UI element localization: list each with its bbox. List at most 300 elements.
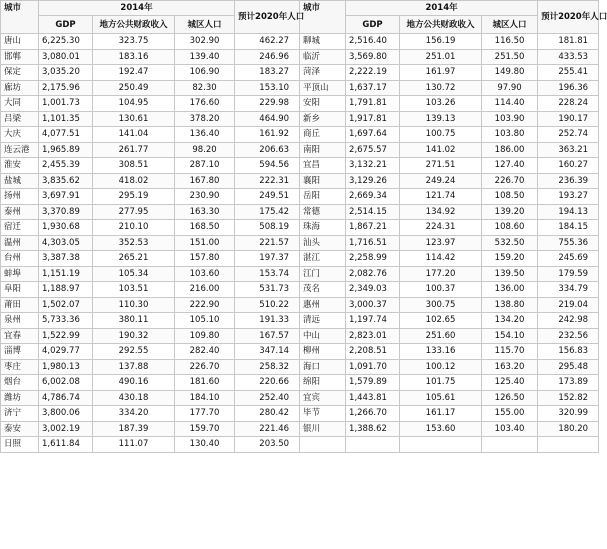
forecast-pop-cell — [538, 437, 599, 453]
urban-pop-cell: 167.80 — [175, 173, 235, 189]
table-row — [1, 266, 599, 282]
forecast-pop-cell: 153.74 — [235, 266, 300, 282]
urban-pop-cell: 139.50 — [482, 266, 538, 282]
gdp-cell: 2,208.51 — [346, 344, 400, 360]
urban-pop-cell: 378.20 — [175, 111, 235, 127]
gdp-cell: 3,569.80 — [346, 49, 400, 65]
city-cell — [300, 437, 346, 453]
city-cell: 襄阳 — [300, 173, 346, 189]
city-cell: 绵阳 — [300, 375, 346, 391]
forecast-pop-cell: 232.56 — [538, 328, 599, 344]
city-cell: 淮安 — [1, 158, 39, 174]
urban-pop-cell — [482, 437, 538, 453]
revenue-cell: 153.60 — [400, 421, 482, 437]
urban-pop-cell: 532.50 — [482, 235, 538, 251]
gdp-cell: 1,443.81 — [346, 390, 400, 406]
revenue-cell: 121.74 — [400, 189, 482, 205]
city-cell: 南阳 — [300, 142, 346, 158]
urban-pop-cell: 159.70 — [175, 421, 235, 437]
gdp-cell: 1,151.19 — [39, 266, 93, 282]
revenue-cell: 249.24 — [400, 173, 482, 189]
gdp-cell: 6,225.30 — [39, 34, 93, 50]
forecast-pop-cell: 236.39 — [538, 173, 599, 189]
forecast-pop-cell: 258.32 — [235, 359, 300, 375]
city-cell: 枣庄 — [1, 359, 39, 375]
revenue-cell: 130.72 — [400, 80, 482, 96]
forecast-pop-cell: 594.56 — [235, 158, 300, 174]
urban-pop-cell: 168.50 — [175, 220, 235, 236]
city-cell: 清远 — [300, 313, 346, 329]
table-row — [1, 49, 599, 65]
forecast-pop-cell: 160.27 — [538, 158, 599, 174]
gdp-cell: 1,867.21 — [346, 220, 400, 236]
urban-pop-cell: 282.40 — [175, 344, 235, 360]
city-cell: 宜昌 — [300, 158, 346, 174]
revenue-cell: 100.12 — [400, 359, 482, 375]
gdp-cell: 1,388.62 — [346, 421, 400, 437]
urban-pop-cell: 82.30 — [175, 80, 235, 96]
forecast-pop-cell: 173.89 — [538, 375, 599, 391]
revenue-cell: 123.97 — [400, 235, 482, 251]
revenue-cell: 141.04 — [93, 127, 175, 143]
urban-pop-cell: 108.50 — [482, 189, 538, 205]
gdp-column-header: GDP — [39, 16, 93, 34]
revenue-cell: 134.92 — [400, 204, 482, 220]
revenue-cell: 251.60 — [400, 328, 482, 344]
gdp-cell: 1,502.07 — [39, 297, 93, 313]
table-row — [1, 34, 599, 50]
gdp-cell: 3,035.20 — [39, 65, 93, 81]
gdp-cell: 1,716.51 — [346, 235, 400, 251]
urban-pop-cell: 184.10 — [175, 390, 235, 406]
urban-pop-cell: 103.80 — [482, 127, 538, 143]
revenue-cell: 141.02 — [400, 142, 482, 158]
city-cell: 潍坊 — [1, 390, 39, 406]
table-body — [1, 34, 599, 453]
revenue-cell: 110.30 — [93, 297, 175, 313]
gdp-cell: 1,697.64 — [346, 127, 400, 143]
revenue-cell: 265.21 — [93, 251, 175, 267]
gdp-cell: 3,000.37 — [346, 297, 400, 313]
revenue-cell: 430.18 — [93, 390, 175, 406]
forecast-pop-cell: 206.63 — [235, 142, 300, 158]
revenue-cell: 102.65 — [400, 313, 482, 329]
urban-pop-cell: 103.60 — [175, 266, 235, 282]
revenue-cell: 308.51 — [93, 158, 175, 174]
forecast-pop-cell: 175.42 — [235, 204, 300, 220]
city-cell: 聊城 — [300, 34, 346, 50]
gdp-cell: 1,188.97 — [39, 282, 93, 298]
forecast-pop-cell: 193.27 — [538, 189, 599, 205]
revenue-cell: 271.51 — [400, 158, 482, 174]
forecast-pop-cell: 161.92 — [235, 127, 300, 143]
forecast-pop-cell: 219.04 — [538, 297, 599, 313]
forecast-pop-cell: 228.24 — [538, 96, 599, 112]
forecast-pop-cell: 255.41 — [538, 65, 599, 81]
city-column-header: 城市 — [1, 1, 39, 34]
revenue-cell: 490.16 — [93, 375, 175, 391]
table-row — [1, 158, 599, 174]
urban-pop-cell: 116.50 — [482, 34, 538, 50]
forecast-pop-cell: 167.57 — [235, 328, 300, 344]
gdp-cell: 1,522.99 — [39, 328, 93, 344]
forecast-pop-cell: 510.22 — [235, 297, 300, 313]
urban-pop-cell: 163.20 — [482, 359, 538, 375]
gdp-cell: 1,001.73 — [39, 96, 93, 112]
city-cell: 扬州 — [1, 189, 39, 205]
forecast-pop-cell: 190.17 — [538, 111, 599, 127]
forecast-pop-cell: 280.42 — [235, 406, 300, 422]
gdp-cell: 4,077.51 — [39, 127, 93, 143]
table-row — [1, 96, 599, 112]
revenue-cell: 177.20 — [400, 266, 482, 282]
gdp-cell: 1,930.68 — [39, 220, 93, 236]
urban-pop-cell: 114.40 — [482, 96, 538, 112]
gdp-cell: 2,175.96 — [39, 80, 93, 96]
city-cell: 毕节 — [300, 406, 346, 422]
revenue-cell: 334.20 — [93, 406, 175, 422]
forecast-pop-cell: 229.98 — [235, 96, 300, 112]
city-cell: 邯郸 — [1, 49, 39, 65]
city-cell: 日照 — [1, 437, 39, 453]
table-row — [1, 204, 599, 220]
revenue-cell: 139.13 — [400, 111, 482, 127]
urban-pop-cell: 226.70 — [175, 359, 235, 375]
urban-pop-cell: 159.20 — [482, 251, 538, 267]
city-cell: 济宁 — [1, 406, 39, 422]
forecast-pop-cell: 221.57 — [235, 235, 300, 251]
city-cell: 烟台 — [1, 375, 39, 391]
urban-pop-cell: 139.20 — [482, 204, 538, 220]
forecast-pop-cell: 152.82 — [538, 390, 599, 406]
gdp-cell: 2,349.03 — [346, 282, 400, 298]
gdp-cell: 3,370.89 — [39, 204, 93, 220]
gdp-cell — [346, 437, 400, 453]
urban-pop-cell: 157.80 — [175, 251, 235, 267]
revenue-column-header: 地方公共财政收入 — [93, 16, 175, 34]
city-cell: 商丘 — [300, 127, 346, 143]
forecast-pop-cell: 755.36 — [538, 235, 599, 251]
forecast-pop-cell: 249.51 — [235, 189, 300, 205]
forecast-pop-cell: 433.53 — [538, 49, 599, 65]
urban-pop-cell: 302.90 — [175, 34, 235, 50]
forecast-pop-cell: 180.20 — [538, 421, 599, 437]
city-cell: 温州 — [1, 235, 39, 251]
gdp-cell: 3,697.91 — [39, 189, 93, 205]
gdp-column-header: GDP — [346, 16, 400, 34]
forecast-pop-cell: 184.15 — [538, 220, 599, 236]
table-row — [1, 142, 599, 158]
revenue-cell: 224.31 — [400, 220, 482, 236]
city-cell: 保定 — [1, 65, 39, 81]
year-group-header: 2014年 — [346, 1, 538, 16]
city-cell: 泉州 — [1, 313, 39, 329]
urban-pop-cell: 103.40 — [482, 421, 538, 437]
gdp-cell: 1,637.17 — [346, 80, 400, 96]
city-cell: 常德 — [300, 204, 346, 220]
revenue-cell: 130.61 — [93, 111, 175, 127]
urban-pop-cell: 127.40 — [482, 158, 538, 174]
urban-pop-cell: 106.90 — [175, 65, 235, 81]
city-cell: 新乡 — [300, 111, 346, 127]
gdp-cell: 3,129.26 — [346, 173, 400, 189]
city-cell: 宿迁 — [1, 220, 39, 236]
gdp-cell: 3,800.06 — [39, 406, 93, 422]
revenue-cell: 101.75 — [400, 375, 482, 391]
table-row — [1, 111, 599, 127]
table-row — [1, 390, 599, 406]
gdp-cell: 6,002.08 — [39, 375, 93, 391]
city-cell: 汕头 — [300, 235, 346, 251]
urban-pop-cell: 108.60 — [482, 220, 538, 236]
revenue-cell: 111.07 — [93, 437, 175, 453]
revenue-cell: 133.16 — [400, 344, 482, 360]
city-column-header: 城市 — [300, 1, 346, 34]
forecast-pop-cell: 156.83 — [538, 344, 599, 360]
forecast-pop-cell: 153.10 — [235, 80, 300, 96]
table-row — [1, 282, 599, 298]
urban-pop-cell: 154.10 — [482, 328, 538, 344]
revenue-column-header: 地方公共财政收入 — [400, 16, 482, 34]
revenue-cell: 261.77 — [93, 142, 175, 158]
city-cell: 大庆 — [1, 127, 39, 143]
urban-pop-cell: 103.90 — [482, 111, 538, 127]
gdp-cell: 5,733.36 — [39, 313, 93, 329]
forecast-pop-cell: 220.66 — [235, 375, 300, 391]
forecast-pop-cell: 194.13 — [538, 204, 599, 220]
city-cell: 珠海 — [300, 220, 346, 236]
table-row — [1, 375, 599, 391]
table-row — [1, 251, 599, 267]
city-cell: 大同 — [1, 96, 39, 112]
city-cell: 岳阳 — [300, 189, 346, 205]
revenue-cell: 300.75 — [400, 297, 482, 313]
city-cell: 柳州 — [300, 344, 346, 360]
revenue-cell: 161.17 — [400, 406, 482, 422]
revenue-cell: 103.51 — [93, 282, 175, 298]
city-cell: 宜春 — [1, 328, 39, 344]
table-row — [1, 173, 599, 189]
table-row — [1, 344, 599, 360]
city-cell: 泰州 — [1, 204, 39, 220]
urban-pop-cell: 226.70 — [482, 173, 538, 189]
forecast-pop-cell: 531.73 — [235, 282, 300, 298]
urban-pop-cell: 181.60 — [175, 375, 235, 391]
table-row — [1, 80, 599, 96]
revenue-cell: 105.61 — [400, 390, 482, 406]
city-cell: 湛江 — [300, 251, 346, 267]
urban-pop-cell: 97.90 — [482, 80, 538, 96]
city-cell: 台州 — [1, 251, 39, 267]
gdp-cell: 3,835.62 — [39, 173, 93, 189]
gdp-cell: 3,132.21 — [346, 158, 400, 174]
urban-pop-cell: 176.60 — [175, 96, 235, 112]
urban-pop-cell: 177.70 — [175, 406, 235, 422]
forecast-pop-cell: 196.36 — [538, 80, 599, 96]
urban-pop-cell: 139.40 — [175, 49, 235, 65]
revenue-cell: 192.47 — [93, 65, 175, 81]
urban-pop-cell: 98.20 — [175, 142, 235, 158]
revenue-cell: 418.02 — [93, 173, 175, 189]
urban-pop-cell: 151.00 — [175, 235, 235, 251]
city-cell: 惠州 — [300, 297, 346, 313]
revenue-cell: 295.19 — [93, 189, 175, 205]
revenue-cell: 190.32 — [93, 328, 175, 344]
city-cell: 海口 — [300, 359, 346, 375]
revenue-cell: 251.01 — [400, 49, 482, 65]
forecast-pop-column-header: 预计2020年人口 — [235, 1, 300, 34]
gdp-cell: 2,669.34 — [346, 189, 400, 205]
forecast-pop-cell: 252.74 — [538, 127, 599, 143]
city-cell: 银川 — [300, 421, 346, 437]
gdp-cell: 3,387.38 — [39, 251, 93, 267]
revenue-cell: 100.75 — [400, 127, 482, 143]
forecast-pop-cell: 246.96 — [235, 49, 300, 65]
urban-pop-cell: 134.20 — [482, 313, 538, 329]
revenue-cell: 183.16 — [93, 49, 175, 65]
revenue-cell: 292.55 — [93, 344, 175, 360]
urban-pop-cell: 149.80 — [482, 65, 538, 81]
table-row — [1, 359, 599, 375]
revenue-cell: 137.88 — [93, 359, 175, 375]
table-header — [1, 1, 607, 34]
city-cell: 连云港 — [1, 142, 39, 158]
revenue-cell: 352.53 — [93, 235, 175, 251]
revenue-cell — [400, 437, 482, 453]
gdp-cell: 1,611.84 — [39, 437, 93, 453]
urban-pop-cell: 125.40 — [482, 375, 538, 391]
forecast-pop-cell: 347.14 — [235, 344, 300, 360]
city-cell: 茂名 — [300, 282, 346, 298]
table-row — [1, 328, 599, 344]
gdp-cell: 1,101.35 — [39, 111, 93, 127]
table-row — [1, 65, 599, 81]
gdp-cell: 2,675.57 — [346, 142, 400, 158]
forecast-pop-cell: 363.21 — [538, 142, 599, 158]
gdp-cell: 2,082.76 — [346, 266, 400, 282]
gdp-cell: 4,303.05 — [39, 235, 93, 251]
urban-pop-cell: 251.50 — [482, 49, 538, 65]
gdp-cell: 1,266.70 — [346, 406, 400, 422]
city-cell: 菏泽 — [300, 65, 346, 81]
urban-pop-cell: 230.90 — [175, 189, 235, 205]
table-row — [1, 235, 599, 251]
urban-pop-cell: 136.00 — [482, 282, 538, 298]
gdp-cell: 4,029.77 — [39, 344, 93, 360]
gdp-cell: 2,258.99 — [346, 251, 400, 267]
table-row — [1, 297, 599, 313]
urban-pop-cell: 287.10 — [175, 158, 235, 174]
gdp-cell: 1,579.89 — [346, 375, 400, 391]
urban-pop-cell: 155.00 — [482, 406, 538, 422]
urban-pop-cell: 216.00 — [175, 282, 235, 298]
city-cell: 中山 — [300, 328, 346, 344]
city-cell: 吕梁 — [1, 111, 39, 127]
forecast-pop-cell: 295.48 — [538, 359, 599, 375]
city-cell: 泰安 — [1, 421, 39, 437]
gdp-cell: 3,002.19 — [39, 421, 93, 437]
forecast-pop-cell: 203.50 — [235, 437, 300, 453]
forecast-pop-cell: 334.79 — [538, 282, 599, 298]
forecast-pop-cell: 183.27 — [235, 65, 300, 81]
urban-pop-cell: 126.50 — [482, 390, 538, 406]
forecast-pop-cell: 464.90 — [235, 111, 300, 127]
city-cell: 江门 — [300, 266, 346, 282]
urban-pop-cell: 163.30 — [175, 204, 235, 220]
urban-pop-cell: 130.40 — [175, 437, 235, 453]
gdp-cell: 2,514.15 — [346, 204, 400, 220]
forecast-pop-cell: 222.31 — [235, 173, 300, 189]
city-cell: 盐城 — [1, 173, 39, 189]
city-cell: 安阳 — [300, 96, 346, 112]
revenue-cell: 103.26 — [400, 96, 482, 112]
table-row — [1, 406, 599, 422]
gdp-cell: 4,786.74 — [39, 390, 93, 406]
revenue-cell: 156.19 — [400, 34, 482, 50]
urban-pop-cell: 115.70 — [482, 344, 538, 360]
urban-pop-cell: 105.10 — [175, 313, 235, 329]
revenue-cell: 161.97 — [400, 65, 482, 81]
city-cell: 阜阳 — [1, 282, 39, 298]
forecast-pop-cell: 181.81 — [538, 34, 599, 50]
revenue-cell: 105.34 — [93, 266, 175, 282]
gdp-cell: 2,516.40 — [346, 34, 400, 50]
table-row — [1, 313, 599, 329]
table-row — [1, 220, 599, 236]
revenue-cell: 114.42 — [400, 251, 482, 267]
gdp-cell: 1,965.89 — [39, 142, 93, 158]
forecast-pop-cell: 320.99 — [538, 406, 599, 422]
revenue-cell: 277.95 — [93, 204, 175, 220]
gdp-cell: 1,197.74 — [346, 313, 400, 329]
table-row — [1, 421, 599, 437]
table-row — [1, 437, 599, 453]
urban-pop-cell: 136.40 — [175, 127, 235, 143]
urban-pop-cell: 109.80 — [175, 328, 235, 344]
forecast-pop-cell: 197.37 — [235, 251, 300, 267]
table-row — [1, 189, 599, 205]
year-group-header: 2014年 — [39, 1, 235, 16]
city-cell: 淄博 — [1, 344, 39, 360]
urban-pop-cell: 138.80 — [482, 297, 538, 313]
forecast-pop-cell: 179.59 — [538, 266, 599, 282]
gdp-cell: 1,791.81 — [346, 96, 400, 112]
gdp-cell: 2,823.01 — [346, 328, 400, 344]
gdp-cell: 2,455.39 — [39, 158, 93, 174]
gdp-cell: 3,080.01 — [39, 49, 93, 65]
city-cell: 莆田 — [1, 297, 39, 313]
gdp-cell: 1,980.13 — [39, 359, 93, 375]
forecast-pop-cell: 245.69 — [538, 251, 599, 267]
table-row — [1, 127, 599, 143]
revenue-cell: 210.10 — [93, 220, 175, 236]
gdp-cell: 1,091.70 — [346, 359, 400, 375]
revenue-cell: 100.37 — [400, 282, 482, 298]
city-cell: 临沂 — [300, 49, 346, 65]
urban-pop-column-header: 城区人口 — [175, 16, 235, 34]
urban-pop-cell: 222.90 — [175, 297, 235, 313]
revenue-cell: 187.39 — [93, 421, 175, 437]
city-cell: 蚌埠 — [1, 266, 39, 282]
urban-pop-cell: 186.00 — [482, 142, 538, 158]
revenue-cell: 323.75 — [93, 34, 175, 50]
revenue-cell: 380.11 — [93, 313, 175, 329]
urban-pop-column-header: 城区人口 — [482, 16, 538, 34]
forecast-pop-cell: 242.98 — [538, 313, 599, 329]
forecast-pop-cell: 462.27 — [235, 34, 300, 50]
revenue-cell: 104.95 — [93, 96, 175, 112]
city-cell: 宜宾 — [300, 390, 346, 406]
